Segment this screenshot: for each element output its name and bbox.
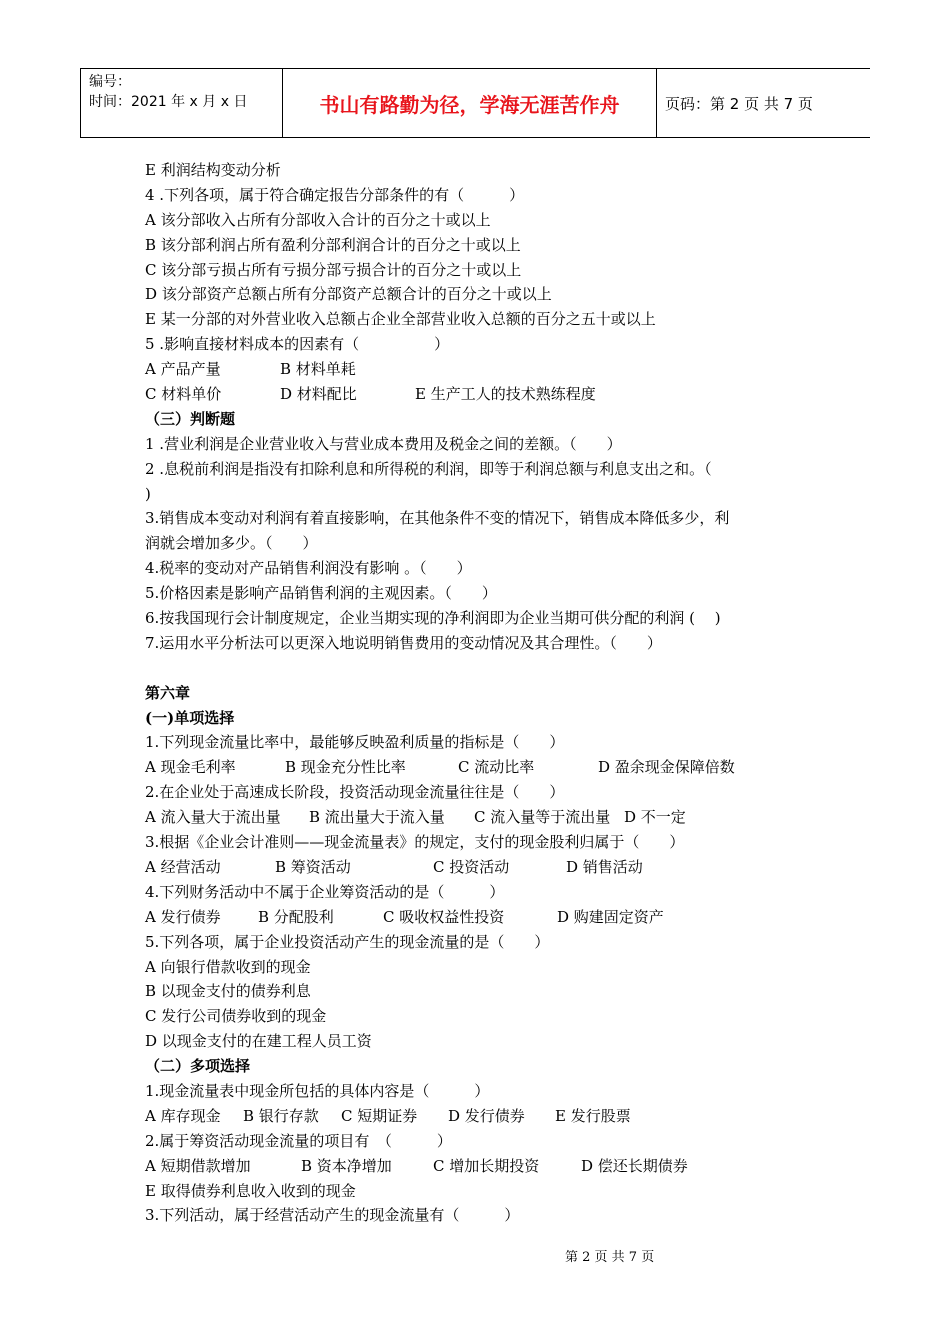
option: D 购建固定资产 <box>557 907 664 926</box>
question-line: 4.下列财务活动中不属于企业筹资活动的是（ ） <box>145 882 505 901</box>
option: C 材料单价 <box>145 385 222 404</box>
option: E 生产工人的技术熟练程度 <box>415 385 596 404</box>
question-line: 1.下列现金流量比率中，最能够反映盈利质量的指标是（ ） <box>145 733 565 752</box>
option: D 偿还长期债券 <box>581 1156 688 1175</box>
question-line: 7.运用水平分析法可以更深入地说明销售费用的变动情况及其合理性。（ ） <box>145 633 662 652</box>
option-row <box>145 755 810 780</box>
spacer <box>145 656 810 681</box>
question-line: 3.销售成本变动对利润有着直接影响，在其他条件不变的情况下，销售成本降低多少，利 <box>145 509 730 528</box>
option-row <box>145 805 810 830</box>
question-line: ) <box>145 484 151 503</box>
option: B 现金充分性比率 <box>285 758 406 777</box>
question-line: 2 .息税前利润是指没有扣除利息和所得税的利润，即等于利润总额与利息支出之和。（ <box>145 459 712 478</box>
page-footer: 第 2 页 共 7 页 <box>565 1250 655 1265</box>
option: B 流出量大于流入量 <box>309 808 445 827</box>
option-line: E 某一分部的对外营业收入总额占企业全部营业收入总额的百分之五十或以上 <box>145 310 656 329</box>
option-line: A 该分部收入占所有分部收入合计的百分之十或以上 <box>145 210 491 229</box>
option-row <box>145 905 810 930</box>
option: C 增加长期投资 <box>433 1156 540 1175</box>
option: A 流入量大于流出量 <box>145 808 281 827</box>
option: B 资本净增加 <box>301 1156 392 1175</box>
option-line: A 向银行借款收到的现金 <box>145 957 311 976</box>
header-meta <box>80 69 283 137</box>
header-motto: 书山有路勤为径，学海无涯苦作舟 <box>283 69 657 137</box>
question-line: 3.下列活动，属于经营活动产生的现金流量有（ ） <box>145 1206 520 1225</box>
option: A 短期借款增加 <box>145 1156 251 1175</box>
document-number: 编号： <box>89 74 131 90</box>
question-line: 1 .营业利润是企业营业收入与营业成本费用及税金之间的差额。（ ） <box>145 434 622 453</box>
option: B 筹资活动 <box>275 857 351 876</box>
question-line: 2.属于筹资活动现金流量的项目有 （ ） <box>145 1131 452 1150</box>
option-row <box>145 382 810 407</box>
option-line: D 以现金支付的在建工程人员工资 <box>145 1032 372 1051</box>
chapter-heading: 第六章 <box>145 683 191 702</box>
option: D 盈余现金保障倍数 <box>598 758 735 777</box>
option-line: E 取得债券利息收入收到的现金 <box>145 1181 356 1200</box>
option: C 流入量等于流出量 <box>474 808 611 827</box>
question-line: 2.在企业处于高速成长阶段，投资活动现金流量往往是（ ） <box>145 783 565 802</box>
option: B 银行存款 <box>243 1106 319 1125</box>
header-page-number: 页码：第 2 页 共 7 页 <box>665 94 813 113</box>
option: A 发行债券 <box>145 907 221 926</box>
option-line: E 利润结构变动分析 <box>145 161 281 179</box>
option-row <box>145 1154 810 1179</box>
option: B 材料单耗 <box>280 360 356 379</box>
document-date: 时间：2021 年 x 月 x 日 <box>89 94 248 110</box>
option: E 发行股票 <box>555 1106 631 1125</box>
question-line: 4.税率的变动对产品销售利润没有影响 。（ ） <box>145 559 472 578</box>
question-line: 润就会增加多少。（ ） <box>145 534 318 553</box>
page-header <box>80 68 870 138</box>
option-line: D 该分部资产总额占所有分部资产总额合计的百分之十或以上 <box>145 285 552 304</box>
question-line: 1.现金流量表中现金所包括的具体内容是（ ） <box>145 1081 490 1100</box>
option: A 产品产量 <box>145 360 221 379</box>
section-heading: （二）多项选择 <box>145 1057 251 1076</box>
option: C 吸收权益性投资 <box>383 907 505 926</box>
option-line: B 以现金支付的债券利息 <box>145 982 311 1001</box>
question-line: 4 .下列各项，属于符合确定报告分部条件的有（ ） <box>145 185 525 204</box>
option: A 经营活动 <box>145 857 221 876</box>
option: A 库存现金 <box>145 1106 221 1125</box>
option: B 分配股利 <box>258 907 334 926</box>
document-body <box>145 158 810 1228</box>
option-row <box>145 1104 810 1129</box>
question-line: 5.下列各项，属于企业投资活动产生的现金流量的是（ ） <box>145 932 550 951</box>
option-line: C 该分部亏损占所有亏损分部亏损合计的百分之十或以上 <box>145 260 522 279</box>
option: C 投资活动 <box>433 857 510 876</box>
option: D 发行债券 <box>448 1106 525 1125</box>
question-line: 6.按我国现行会计制度规定，企业当期实现的净利润即为企业当期可供分配的利润 ( ) <box>145 609 721 628</box>
option: D 销售活动 <box>566 857 643 876</box>
option: C 流动比率 <box>458 758 535 777</box>
section-heading: （三）判断题 <box>145 409 236 428</box>
option-row <box>145 357 810 382</box>
question-line: 3.根据《企业会计准则——现金流量表》的规定，支付的现金股利归属于（ ） <box>145 833 685 852</box>
option-line: C 发行公司债券收到的现金 <box>145 1007 327 1026</box>
option-line: B 该分部利润占所有盈利分部利润合计的百分之十或以上 <box>145 235 521 254</box>
question-line: 5 .影响直接材料成本的因素有（ ） <box>145 335 450 354</box>
option: D 不一定 <box>624 808 686 827</box>
question-line: 5.价格因素是影响产品销售利润的主观因素。（ ） <box>145 584 497 603</box>
option: C 短期证券 <box>341 1106 418 1125</box>
option-row <box>145 855 810 880</box>
section-heading: (一)单项选择 <box>145 708 235 727</box>
option: A 现金毛利率 <box>145 758 236 777</box>
option: D 材料配比 <box>280 385 357 404</box>
